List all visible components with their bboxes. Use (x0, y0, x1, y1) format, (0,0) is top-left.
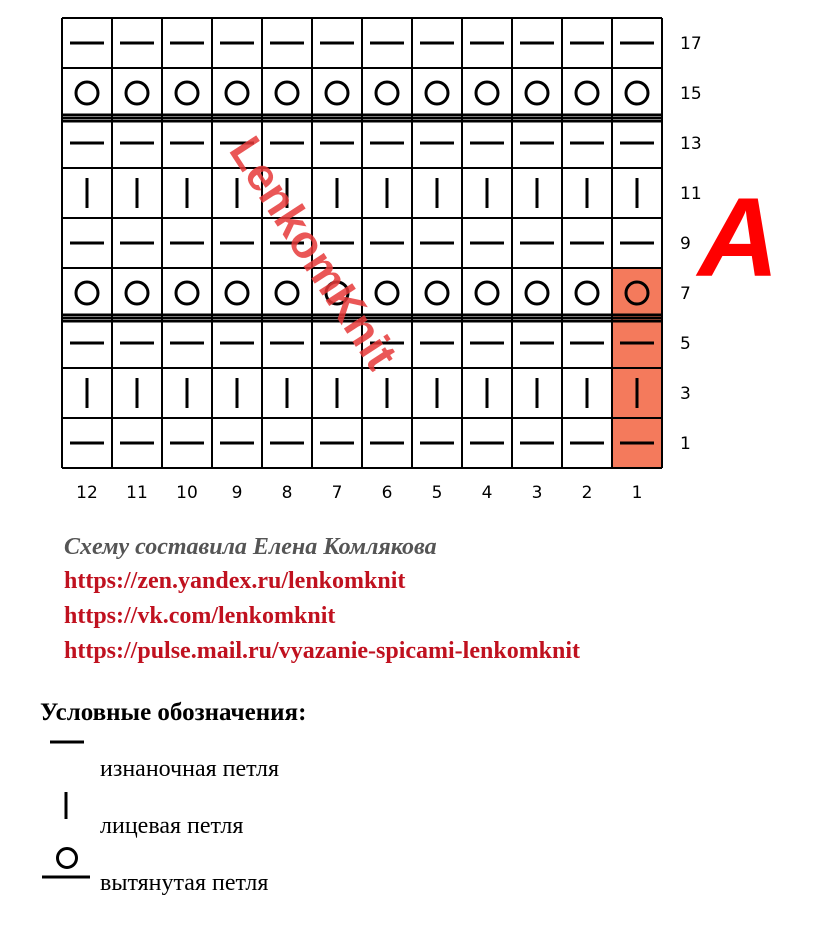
column-number-label: 6 (381, 483, 393, 503)
highlight-cell (612, 268, 662, 318)
column-number-label: 8 (281, 483, 293, 503)
column-labels (76, 483, 642, 503)
legend-title: Условные обозначения: (40, 699, 307, 726)
row-number-label: 9 (680, 234, 691, 254)
slip-stitch-mark (476, 282, 498, 304)
slip-stitch-mark (76, 82, 98, 104)
slip-symbol-icon (40, 844, 90, 894)
slip-stitch-mark (276, 282, 298, 304)
slip-stitch-mark (526, 282, 548, 304)
slip-stitch-mark (426, 82, 448, 104)
slip-stitch-mark (376, 282, 398, 304)
watermark-text: LenkomKnit (219, 127, 408, 379)
credits-block (64, 530, 580, 669)
slip-stitch-mark (576, 282, 598, 304)
column-number-label: 10 (176, 483, 198, 503)
row-number-label: 11 (680, 184, 702, 204)
slip-stitch-mark (176, 82, 198, 104)
slip-stitch-mark (576, 82, 598, 104)
legend-item-purl (40, 730, 800, 787)
row-number-label: 7 (680, 284, 691, 304)
slip-stitch-mark (376, 82, 398, 104)
slip-stitch-mark (226, 82, 248, 104)
knit-symbol-icon (40, 787, 90, 837)
column-number-label: 9 (231, 483, 243, 503)
slip-stitch-mark (426, 282, 448, 304)
slip-stitch-mark (476, 82, 498, 104)
link-zen[interactable]: https://zen.yandex.ru/lenkomknit (64, 568, 406, 594)
legend (40, 696, 800, 901)
slip-stitch-mark (626, 82, 648, 104)
slip-stitch-mark (326, 82, 348, 104)
slip-stitch-mark (526, 82, 548, 104)
legend-label-purl: изнаночная петля (100, 756, 280, 782)
row-number-label: 5 (680, 334, 691, 354)
slip-stitch-mark (276, 82, 298, 104)
column-number-label: 5 (431, 483, 443, 503)
column-number-label: 1 (631, 483, 643, 503)
legend-item-slip (40, 844, 800, 901)
row-number-label: 3 (680, 384, 691, 404)
slip-stitch-mark (226, 282, 248, 304)
slip-stitch-mark (76, 282, 98, 304)
link-pulse[interactable]: https://pulse.mail.ru/vyazanie-spicami-lenkomknit (64, 638, 581, 664)
slip-stitch-mark (126, 282, 148, 304)
purl-symbol-icon (40, 730, 90, 780)
legend-label-knit: лицевая петля (100, 813, 244, 839)
row-number-label: 13 (680, 134, 702, 154)
slip-stitch-mark (176, 282, 198, 304)
row-number-label: 17 (680, 34, 702, 54)
column-number-label: 11 (126, 483, 148, 503)
column-number-label: 12 (76, 483, 98, 503)
column-number-label: 4 (481, 483, 493, 503)
column-number-label: 3 (531, 483, 543, 503)
row-number-label: 1 (680, 434, 691, 454)
link-vk[interactable]: https://vk.com/lenkomknit (64, 603, 336, 629)
column-number-label: 7 (331, 483, 343, 503)
row-number-label: 15 (680, 84, 702, 104)
column-number-label: 2 (581, 483, 593, 503)
slip-stitch-mark (126, 82, 148, 104)
pattern-letter: A (698, 175, 779, 300)
author-credit: Схему составила Елена Комлякова (64, 534, 437, 560)
legend-label-slip: вытянутая петля (100, 870, 269, 896)
legend-item-knit (40, 787, 800, 844)
